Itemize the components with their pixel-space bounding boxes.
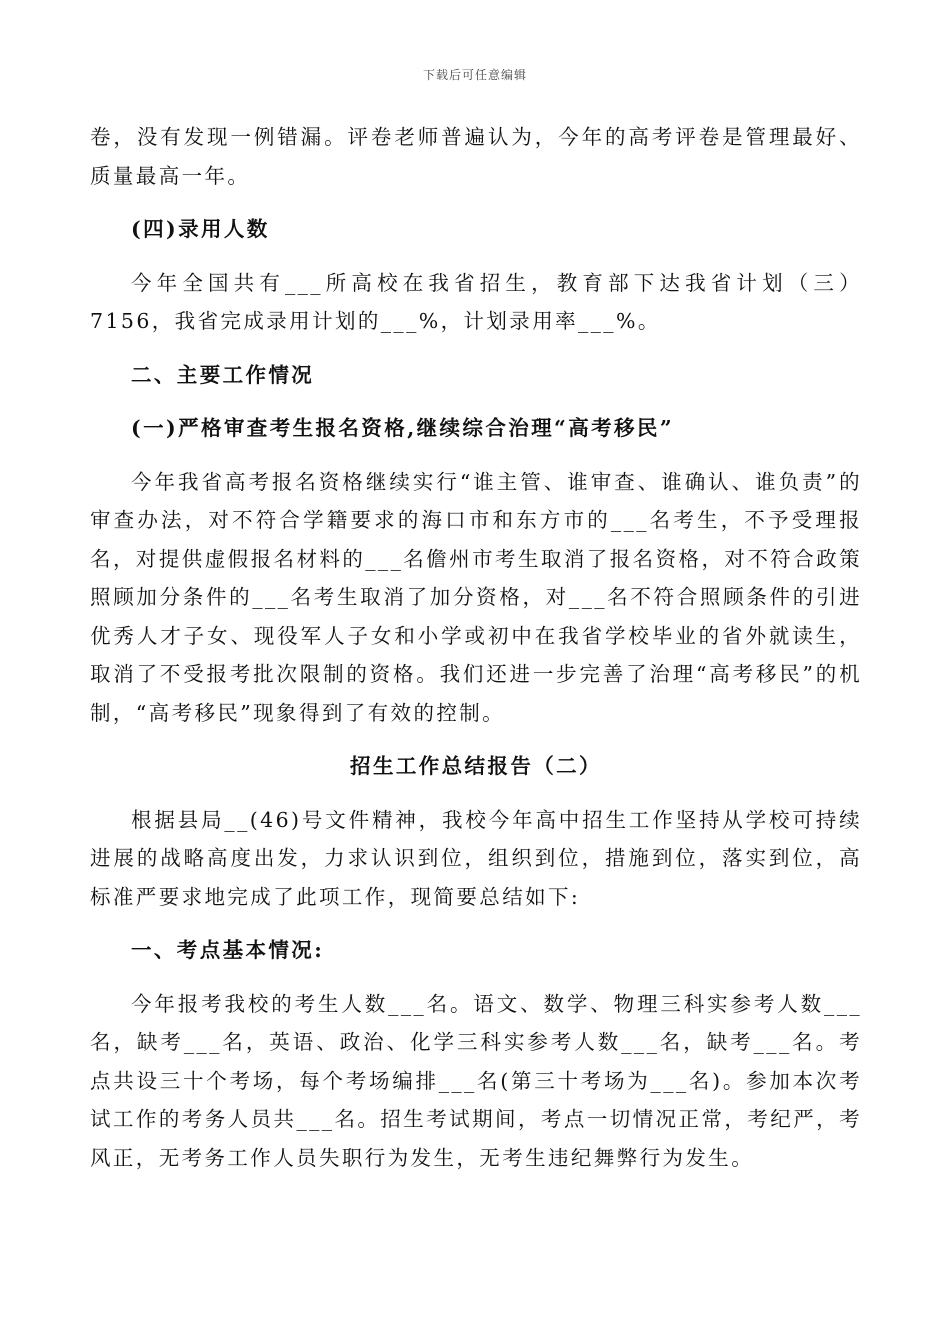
section-heading-exam-site: 一、考点基本情况: (131, 938, 325, 962)
page-header: 下载后可任意编辑 (422, 68, 527, 82)
section-heading-recruit-count: (四)录用人数 (131, 217, 270, 241)
paragraph-intro: 根据县局__(46)号文件精神，我校今年高中招生工作坚持从学校可持续进展的战略高度出发，力求认识到位，组织到位，措施到位，落实到位，高标准严要求地完成了此项工作，现简要总结如下: (90, 807, 862, 909)
report-title: 招生工作总结报告（二） (350, 754, 602, 778)
paragraph-continued: 卷，没有发现一例错漏。评卷老师普遍认为，今年的高考评卷是管理最好、质量最高一年。 (90, 125, 862, 188)
section-heading-main-work: 二、主要工作情况 (131, 362, 315, 387)
paragraph-exam-site: 今年报考我校的考生人数___名。语文、数学、物理三科实参考人数___名，缺考___名，英语、政治、化学三科实参考人数___名，缺考___名。考点共设三十个考场，每个考场编排___名(第三十考场为___名)。参加本次考试工作的考务人员共___名。招生考试期间，考点一切情况正常，考纪严，考风正，无考务工作人员失职行为发生，无考生违纪舞弊行为发生。 (90, 991, 862, 1170)
paragraph-eligibility: 今年我省高考报名资格继续实行“谁主管、谁审查、谁确认、谁负责”的审查办法，对不符合学籍要求的海口市和东方市的___名考生，不予受理报名，对提供虚假报名材料的___名儋州市考生取消了报名资格，对不符合政策照顾加分条件的___名考生取消了加分资格，对___名不符合照顾条件的引进优秀人才子女、现役军人子女和小学或初中在我省学校毕业的省外就读生，取消了不受报考批次限制的资格。我们还进一步完善了治理“高考移民”的机制，“高考移民”现象得到了有效的控制。 (90, 469, 862, 725)
section-heading-eligibility: (一)严格审查考生报名资格,继续综合治理“高考移民” (131, 416, 675, 440)
paragraph-recruit-count: 今年全国共有___所高校在我省招生，教育部下达我省计划（三）7156，我省完成录用计划的___%，计划录用率___%。 (90, 270, 862, 333)
document-body (90, 118, 862, 1177)
